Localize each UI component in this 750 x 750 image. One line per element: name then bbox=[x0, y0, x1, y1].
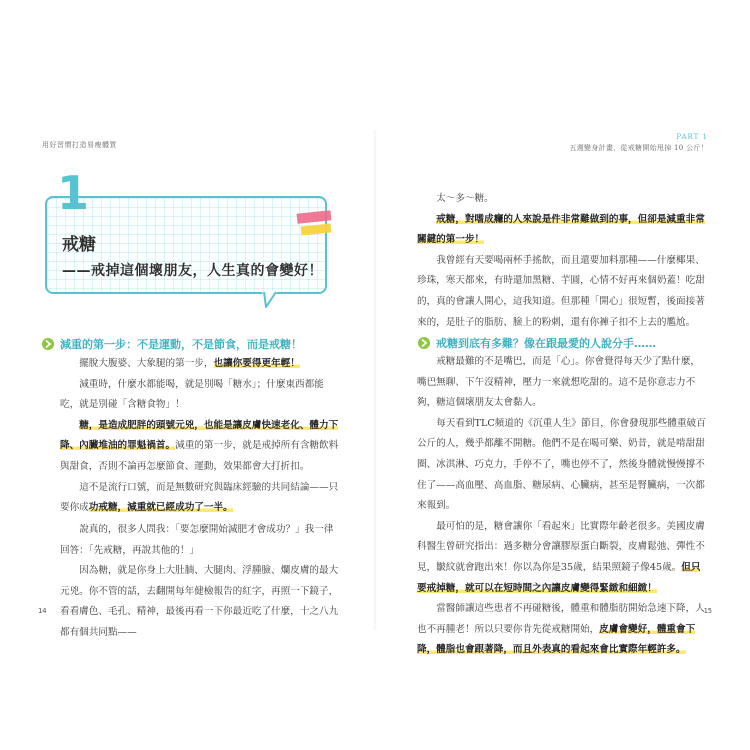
page-number-right: 15 bbox=[703, 607, 712, 615]
paragraph bbox=[417, 189, 707, 210]
text-run: 戒糖最難的不是嘴巴，而是「心」。你會覺得每天少了點什麼，嘴巴無聊、下午沒精神，壓力一來就想吃甜的。這不是你意志力不夠，糖這個壞朋友太會黏人。 bbox=[417, 356, 701, 409]
paragraph bbox=[417, 352, 707, 414]
text-run: 減重時，什麼水都能喝，就是別喝「糖水」；什麼東西都能吃，就是別碰「含糖食物」！ bbox=[60, 378, 324, 411]
paragraph bbox=[60, 478, 340, 519]
body-text-right-bottom bbox=[417, 352, 707, 661]
highlighted-text: 糖，是造成肥胖的頭號元兇，也能是讓皮膚快速老化、體力下降、內臟堆油的罪魁禍首。 bbox=[60, 419, 339, 452]
part-label: PART 1 bbox=[676, 133, 708, 141]
running-head-title: 五週變身計畫，從戒糖開始甩掉 10 公斤！ bbox=[569, 144, 708, 152]
paragraph bbox=[417, 210, 707, 251]
text-run: 這不是流行口號，而是無數研究與臨床經驗的共同結論——只要你成 bbox=[60, 481, 339, 514]
paragraph bbox=[417, 599, 707, 661]
page-number-left: 14 bbox=[38, 607, 47, 615]
paragraph bbox=[60, 354, 340, 375]
chapter-subtitle: ——戒掉這個壞朋友，人生真的會變好！ bbox=[62, 263, 323, 279]
text-run: 太～多～糖。 bbox=[436, 193, 494, 204]
body-text-right-top bbox=[417, 189, 707, 333]
text-run: 說真的，很多人問我：「要怎麼開始減肥才會成功？」我一律回答：「先戒糖，再說其他的！」 bbox=[60, 524, 334, 556]
running-head-left: 用好習慣打造易瘦體質 bbox=[42, 141, 117, 149]
chapter-title: 戒糖 bbox=[62, 235, 96, 255]
highlighted-text: 皮膚會變好，體重會下降，體脂也會跟著降，而且外表真的看起來會比實際年輕許多。 bbox=[417, 623, 696, 656]
section-heading-text: 減重的第一步：不是運動，不是節食，而是戒糖！ bbox=[60, 338, 302, 351]
paragraph bbox=[417, 517, 707, 599]
highlighted-text: 功戒糖，減重就已經成功了一半。 bbox=[88, 502, 233, 514]
paragraph bbox=[417, 414, 707, 517]
text-run: 因為糖，就是你身上大肚腩、大腿肉、浮腫臉、爛皮膚的最大元兇。你不管的話，去翻開每年健檢報告的紅字，再照一下鏡子，看看膚色、毛孔、精神，最後再看一下你最近吃了什麼，十之八九都有個共同點—— bbox=[60, 565, 339, 638]
section-heading-right bbox=[418, 335, 656, 351]
speech-bubble-tail bbox=[262, 291, 280, 309]
section-heading-left bbox=[42, 336, 302, 352]
highlighted-text: 戒糖，對嗜成癮的人來說是件非常難做到的事，但卻是減重非常關鍵的第一步！ bbox=[417, 213, 705, 246]
text-run: 減重的第一步，就是戒掉所有含糖飲料與甜食，否則不論再怎麼節食、運動，效果都會大打折扣。 bbox=[60, 440, 339, 472]
paragraph bbox=[60, 416, 340, 478]
chevron-right-icon bbox=[418, 337, 430, 349]
section-heading-text: 戒糖到底有多難？像在跟最愛的人說分手…… bbox=[436, 337, 656, 350]
paragraph bbox=[60, 520, 340, 561]
body-text-left-lower bbox=[60, 520, 340, 644]
running-head-right bbox=[569, 133, 708, 153]
text-run: 最可怕的是，糖會讓你「看起來」比實際年齡老很多。美國皮膚科醫生曾研究指出：過多糖分會讓膠原蛋白斷裂，皮膚鬆弛、彈性不見，皺紋就會跑出來！你以為你是35歲，結果照鏡子像45歲。 bbox=[417, 520, 705, 573]
text-run: 我曾經有天要喝兩杯手搖飲，而且還要加料那種——什麼椰果、珍珠，寒天都來，有時還加黑糖、芋圓，心情不好再來個奶蓋！吃甜的，真的會讓人開心，這我知道。但那種「開心」很短暫，後面接著來的，是肚子的脂肪、臉上的粉刺，還有你褲子扣不上去的尷尬。 bbox=[417, 254, 705, 328]
highlighted-text: 但只要戒掉糖，就可以在短時間之內讓皮膚變得緊緻和細緻！ bbox=[417, 561, 701, 594]
paragraph bbox=[60, 375, 340, 416]
highlighted-text: 也讓你要得更年輕！ bbox=[213, 358, 300, 369]
chevron-right-icon bbox=[42, 338, 54, 350]
chapter-number: 1 bbox=[57, 166, 90, 220]
text-run: 擺脫大腹婆、大象腿的第一步， bbox=[79, 358, 214, 369]
paragraph bbox=[417, 251, 707, 333]
paragraph bbox=[60, 561, 340, 643]
text-run: 當醫師讓這些患者不再碰糖後，體重和體脂肪開始急速下降，人也不再腫老！所以只要你肯先從戒糖開始， bbox=[417, 603, 705, 635]
text-run: 每天看到TLC頻道的《沉重人生》節目，你會發現那些體重破百公斤的人，幾乎都離不開糖。他們不是在喝可樂、奶昔，就是啃甜甜圈、冰淇淋、巧克力，手停不了，嘴也停不了，然後身體就慢慢撐不住了——高血壓、高血脂、糖尿病、心臟病，甚至是腎臟病，一次都來報到。 bbox=[417, 417, 706, 512]
body-text-left bbox=[60, 354, 340, 519]
